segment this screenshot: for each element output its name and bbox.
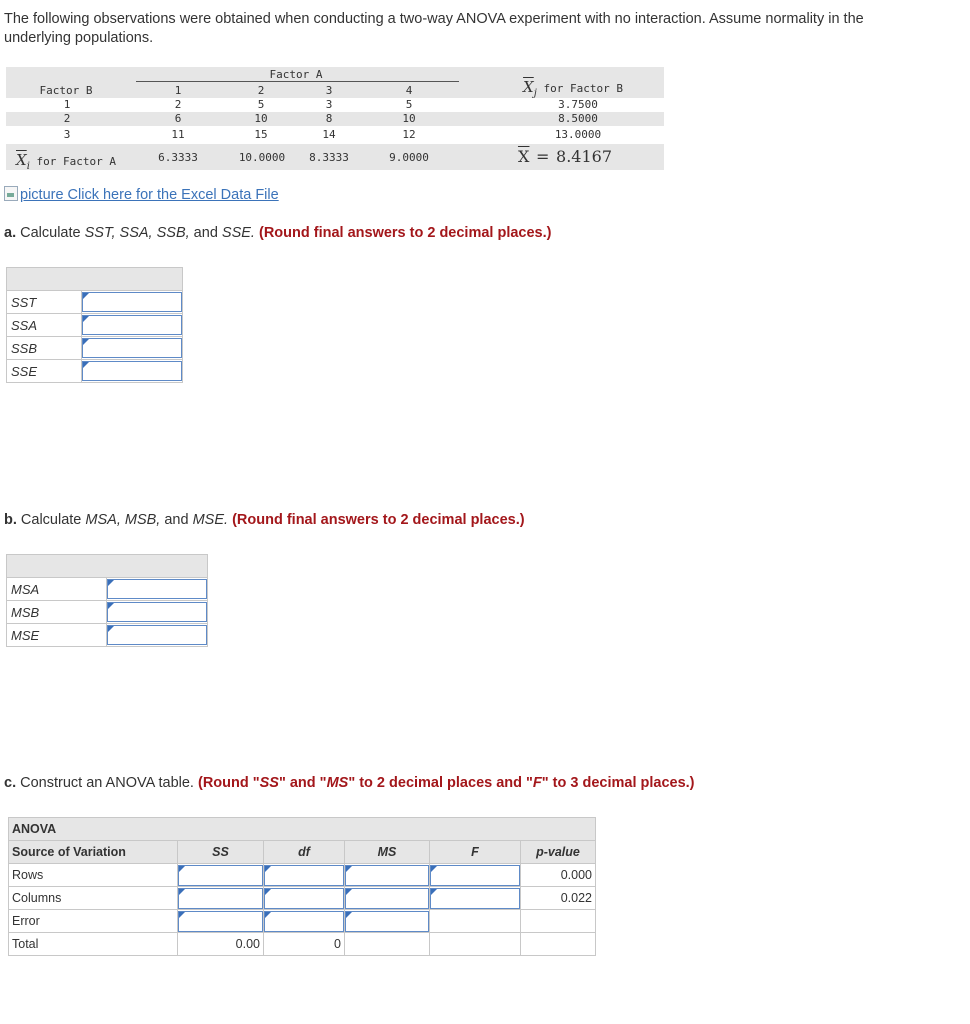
msb-input[interactable] [107,602,207,622]
cell: 3 [325,98,333,111]
part-b-and: and [160,512,193,528]
ssa-input[interactable] [82,315,182,335]
rows-f-input[interactable] [430,865,520,886]
rows-ms-input[interactable] [345,865,429,886]
part-a-answer-table [6,267,183,383]
anova-row-rows [9,864,596,887]
row-label: SST [7,291,82,314]
part-b-answer-table [6,554,208,647]
total-p-value [521,933,596,956]
grand-mean-symbol: X [517,147,530,166]
part-b-text: Calculate [16,512,86,528]
factor-b-label: Factor B [39,84,93,97]
factor-b-mean: 3.7500 [558,98,598,111]
part-a-text: Calculate [16,225,85,241]
cell: 11 [171,128,185,141]
input-cell [107,578,208,601]
part-c-instruction-4: " to 3 decimal places.) [541,775,695,791]
factor-a-mean: 6.3333 [158,151,198,164]
cell: 8 [325,112,333,125]
data-table [6,67,664,170]
cell: 2 [174,98,182,111]
part-c-question [4,775,695,791]
factor-a-mean: 10.0000 [238,151,286,164]
factor-a-rule [136,81,459,82]
part-b-terms: MSA, MSB, [85,512,161,528]
df-header: df [264,841,345,864]
ssb-input[interactable] [82,338,182,358]
empty-cell [345,933,430,956]
data-row [6,98,664,112]
part-c-instruction-3: " to 2 decimal places and " [348,775,533,791]
input-cell [107,601,208,624]
anova-header-row [9,841,596,864]
part-a-instruction: (Round final answers to 2 decimal places.) [258,225,552,241]
col-header: 1 [174,84,182,97]
total-ss-value: 0.00 [178,933,264,956]
part-c-f: F [532,775,542,791]
part-c-ms: MS [326,775,349,791]
answer-row-sst [7,291,183,314]
empty-cell [430,910,521,933]
cell: 15 [254,128,268,141]
factor-a-mean: 9.0000 [389,151,429,164]
part-a-prefix: a. [4,225,17,241]
source-header: Source of Variation [9,841,178,864]
rows-df-input[interactable] [264,865,344,886]
part-b-instruction: (Round final answers to 2 decimal places.) [232,512,525,528]
cell: 10 [402,112,416,125]
part-a-terms: SST, SSA, SSB, [84,225,190,241]
columns-ss-input[interactable] [178,888,263,909]
part-b-prefix: b. [4,512,17,528]
rows-p-value: 0.000 [521,864,596,887]
source-label: Error [9,910,178,933]
input-cell [430,887,521,910]
factor-a-label: Factor A [269,68,323,81]
broken-image-icon [4,186,18,201]
factor-b-level: 1 [63,98,71,111]
anova-row-total [9,933,596,956]
part-c-prefix: c. [4,775,17,791]
source-label: Total [9,933,178,956]
problem-intro: The following observations were obtained when conducting a two-way ANOVA experiment with no interaction. Assume normality in the underlying populations. [4,11,864,46]
row-label: SSE [7,360,82,383]
part-c-instruction-1: (Round " [197,775,260,791]
input-cell [178,864,264,887]
ss-header: SS [178,841,264,864]
rows-ss-input[interactable] [178,865,263,886]
factor-b-level: 3 [63,128,71,141]
part-b-question [4,512,525,528]
input-cell [178,910,264,933]
error-ms-input[interactable] [345,911,429,932]
cell: 10 [254,112,268,125]
col-header: 2 [257,84,265,97]
columns-ms-input[interactable] [345,888,429,909]
mse-input[interactable] [107,625,207,645]
table-header [7,555,208,578]
sst-input[interactable] [82,292,182,312]
input-cell [82,360,183,383]
cell: 6 [174,112,182,125]
excel-data-link[interactable] [4,186,279,203]
input-cell [82,291,183,314]
input-cell [430,864,521,887]
part-a-last-term: SSE. [221,225,255,241]
row-label: SSB [7,337,82,360]
grand-mean [510,147,620,169]
answer-row-mse [7,624,208,647]
input-cell [82,314,183,337]
cell: 12 [402,128,416,141]
cell: 5 [257,98,265,111]
excel-link-text[interactable]: picture Click here for the Excel Data File [20,187,279,203]
answer-row-sse [7,360,183,383]
input-cell [178,887,264,910]
columns-f-input[interactable] [430,888,520,909]
factor-b-level: 2 [63,112,71,125]
anova-title: ANOVA [9,818,596,841]
input-cell [264,887,345,910]
error-df-input[interactable] [264,911,344,932]
part-c-ss: SS [259,775,279,791]
grand-mean-value: 8.4167 [556,147,613,166]
row-label: MSE [7,624,107,647]
error-ss-input[interactable] [178,911,263,932]
cell: 14 [322,128,336,141]
anova-row-error [9,910,596,933]
cell: 5 [405,98,413,111]
row-label: SSA [7,314,82,337]
row-label: MSA [7,578,107,601]
answer-row-msb [7,601,208,624]
msa-input[interactable] [107,579,207,599]
source-label: Columns [9,887,178,910]
ms-header: MS [345,841,430,864]
factor-b-mean: 13.0000 [554,128,602,141]
table-header [7,268,183,291]
answer-row-ssb [7,337,183,360]
xbar-i-label: for Factor A [36,155,116,168]
xbar-j-symbol: $\overline{X}_j$ [523,78,537,99]
grand-mean-equals: = [536,147,550,166]
part-c-instruction [198,775,695,791]
col-header: 4 [405,84,413,97]
part-a-question [4,225,551,241]
error-p-value [521,910,596,933]
source-label: Rows [9,864,178,887]
part-c-text: Construct an ANOVA table. [16,775,198,791]
input-cell [264,864,345,887]
row-label: MSB [7,601,107,624]
xbar-i-header [16,151,146,176]
factor-a-mean: 8.3333 [309,151,349,164]
columns-p-value: 0.022 [521,887,596,910]
col-header: 3 [325,84,333,97]
p-value-header: p-value [521,841,596,864]
total-df-value: 0 [264,933,345,956]
data-row [6,128,664,142]
part-b-last-term: MSE. [192,512,229,528]
input-cell [264,910,345,933]
columns-df-input[interactable] [264,888,344,909]
part-a-and: and [189,225,222,241]
input-cell [345,864,430,887]
f-header: F [430,841,521,864]
input-cell [107,624,208,647]
part-c-instruction-2: " and " [278,775,327,791]
data-row [6,112,664,126]
input-cell [345,910,430,933]
anova-table [8,817,596,956]
sse-input[interactable] [82,361,182,381]
input-cell [82,337,183,360]
input-cell [345,887,430,910]
xbar-j-label: for Factor B [543,82,623,95]
answer-row-msa [7,578,208,601]
anova-row-columns [9,887,596,910]
factor-b-mean: 8.5000 [558,112,598,125]
answer-row-ssa [7,314,183,337]
xbar-i-symbol: $\overline{X}_i$ [16,151,30,172]
empty-cell [430,933,521,956]
